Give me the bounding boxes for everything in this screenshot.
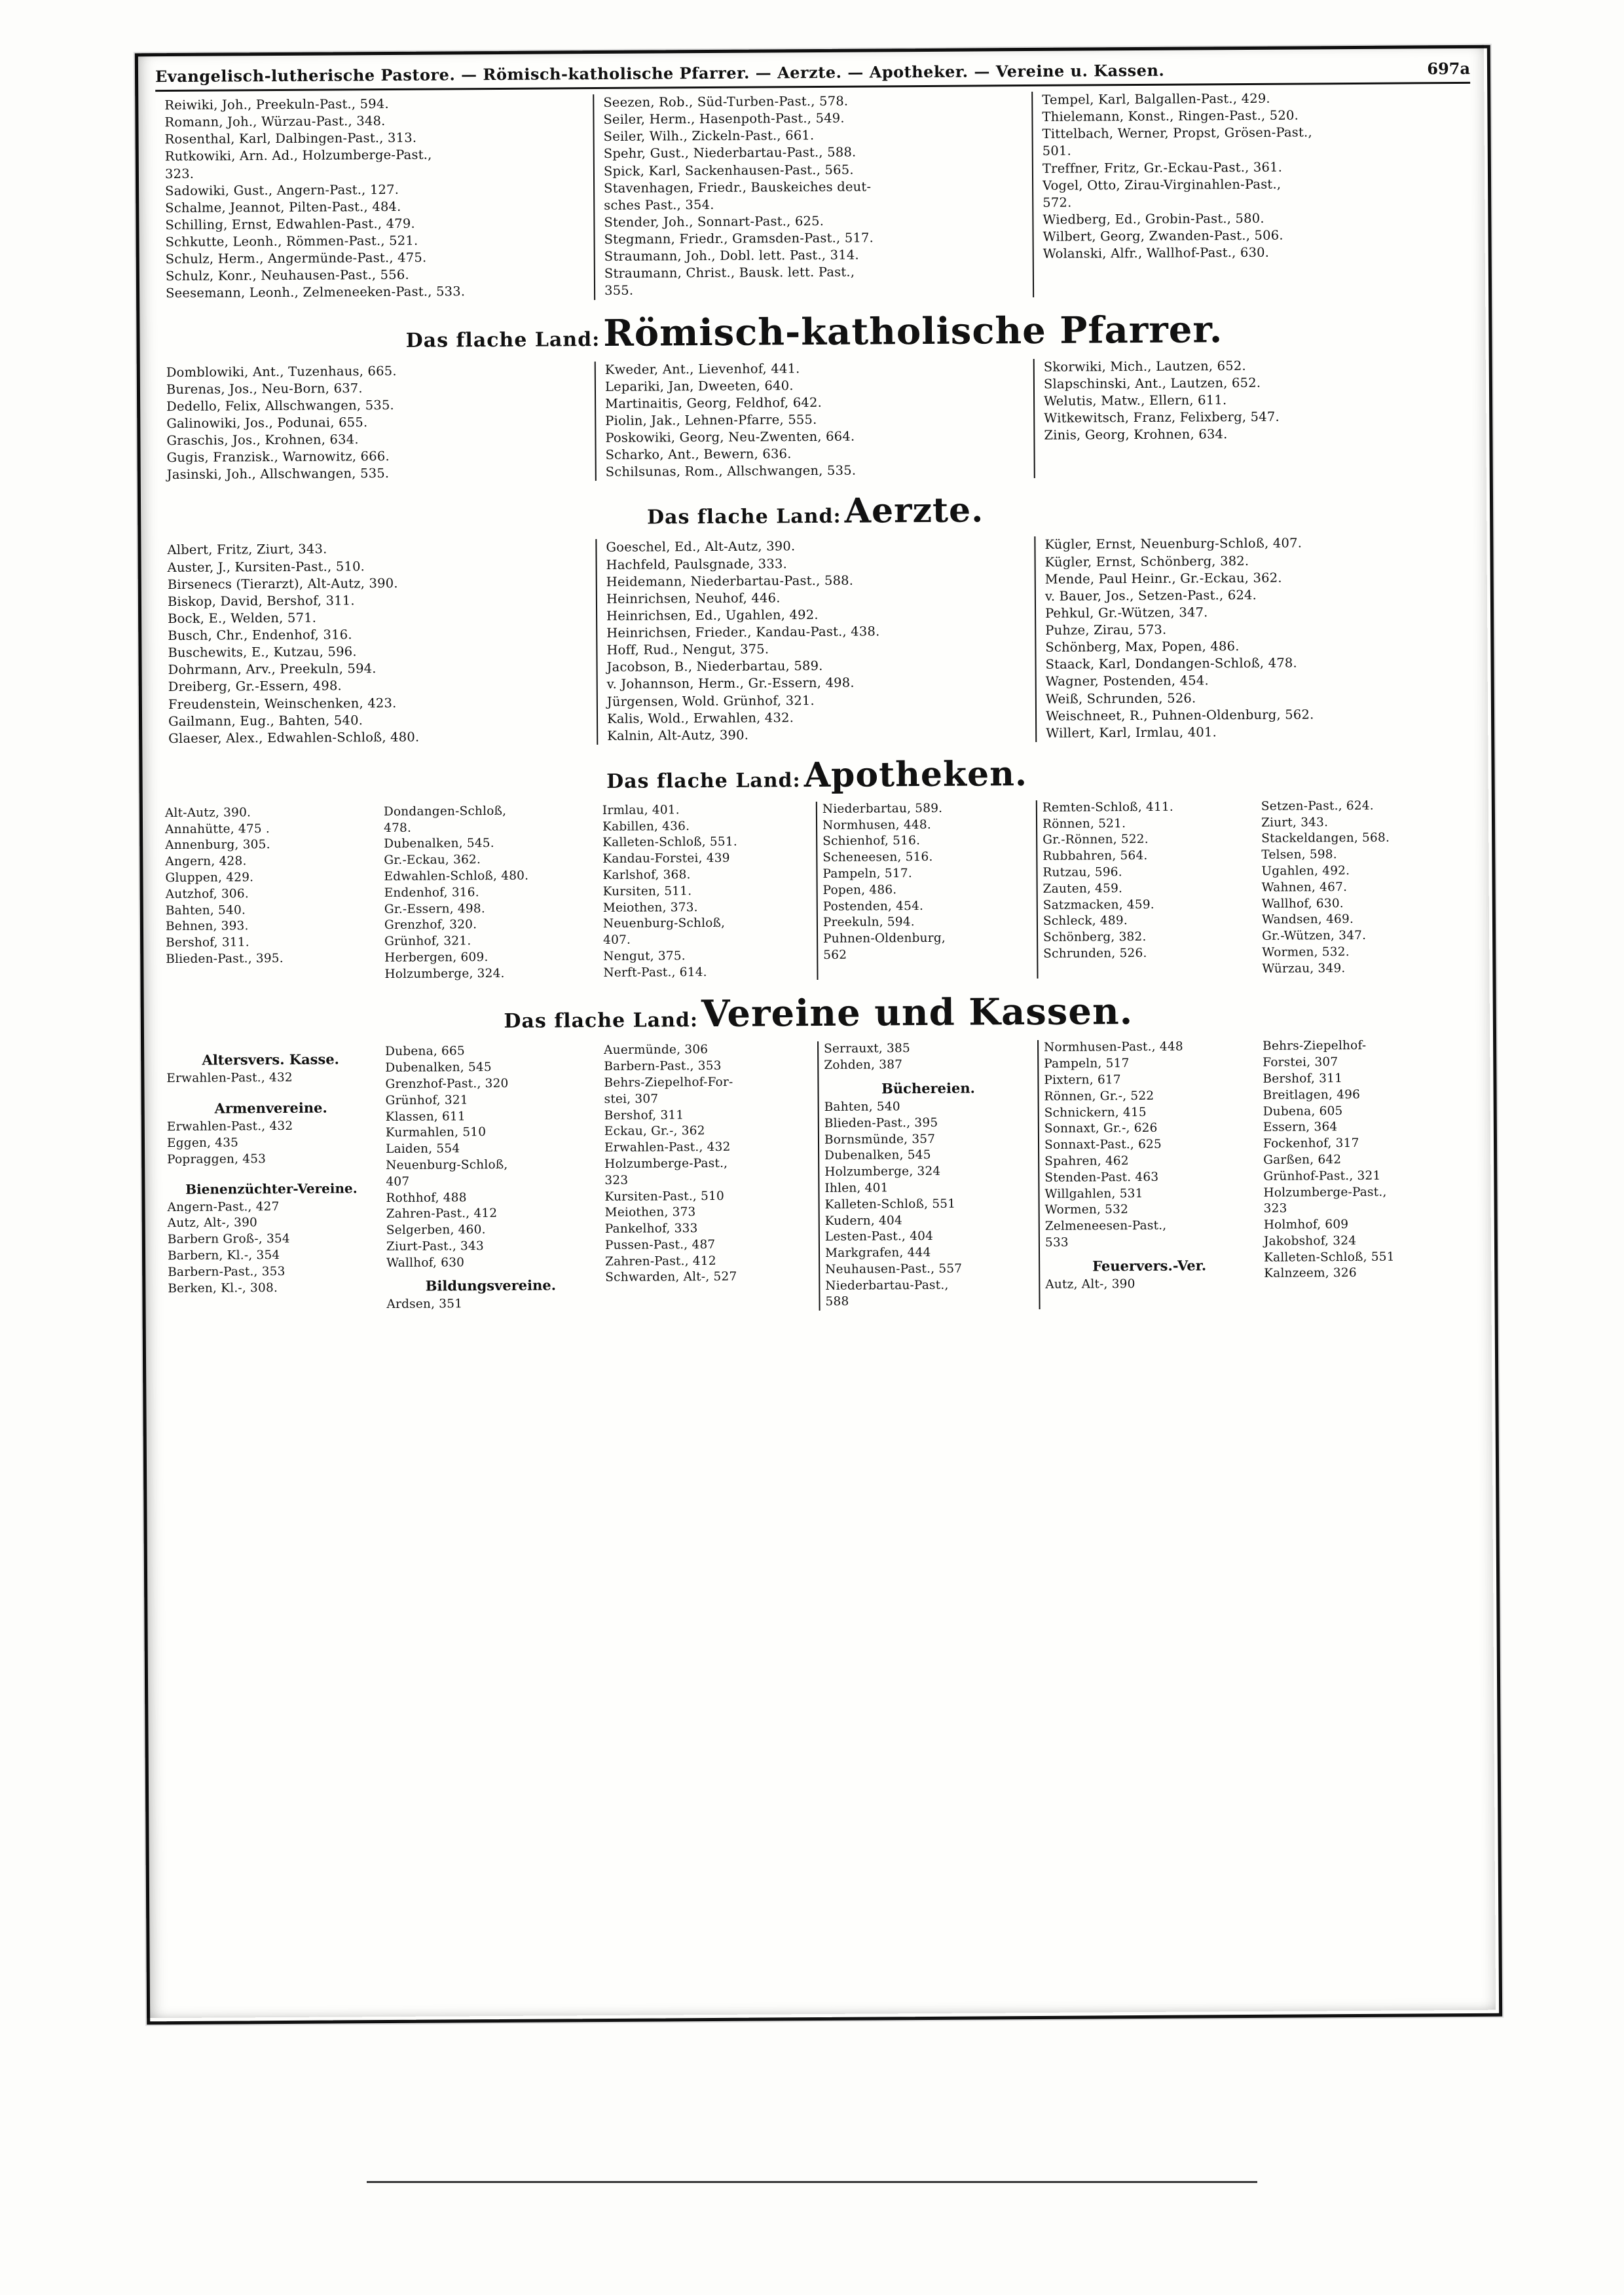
list-item: Grenzhof-Past., 320 (385, 1076, 509, 1092)
list-item: Grünhof, 321 (385, 1093, 468, 1108)
apotheken-column-4 (817, 800, 1039, 980)
list-item: Barbern-Past., 353 (604, 1059, 722, 1074)
group-heading: Büchereien. (881, 1079, 975, 1097)
list-item: Skorwiki, Mich., Lautzen, 652. (1043, 358, 1246, 375)
list-item: Behrs-Ziepelhof-For- (604, 1075, 733, 1091)
section-lead: Das flache Land: (606, 769, 801, 793)
spacer (167, 1167, 375, 1175)
list-item: Wolanski, Alfr., Wallhof-Past., 630. (1043, 244, 1270, 262)
apotheken-column-5 (1037, 799, 1257, 979)
list-item: Zinis, Georg, Krohnen, 634. (1044, 426, 1228, 443)
list-item: Würzau, 349. (1262, 961, 1346, 976)
list-item: Glaeser, Alex., Edwahlen-Schloß, 480. (168, 729, 420, 746)
list-item: Weiß, Schrunden, 526. (1045, 690, 1196, 707)
list-item: Erwahlen-Past., 432 (166, 1119, 293, 1134)
list-item: Wormen, 532. (1262, 944, 1350, 960)
list-item: Kügler, Ernst, Schönberg, 382. (1044, 553, 1249, 570)
list-item: 588 (825, 1295, 849, 1309)
section-heading-katholisch (157, 306, 1471, 357)
list-item: stei, 307 (604, 1092, 659, 1106)
vereine-column-2 (380, 1043, 600, 1314)
list-item: Kalnzeem, 326 (1264, 1266, 1357, 1281)
list-item: Scharko, Ant., Bewern, 636. (605, 446, 792, 463)
list-item: Bershof, 311 (1263, 1072, 1343, 1086)
list-item: Normhusen, 448. (822, 817, 931, 832)
list-item: Annahütte, 475 . (165, 821, 270, 836)
list-item: Willert, Karl, Irmlau, 401. (1046, 724, 1217, 741)
list-item: Blieden-Past., 395 (824, 1115, 938, 1130)
aerzte-column-3 (1035, 534, 1474, 742)
scanned-page (135, 45, 1502, 2025)
list-item: Albert, Fritz, Ziurt, 343. (167, 541, 327, 558)
list-item: Bahten, 540 (824, 1100, 900, 1114)
list-item: Schrunden, 526. (1043, 946, 1147, 961)
katholisch-column-3 (1035, 356, 1473, 478)
list-item: Dedello, Felix, Allschwangen, 535. (166, 397, 394, 414)
list-item: Bershof, 311. (166, 935, 249, 950)
list-item: Thielemann, Konst., Ringen-Past., 520. (1042, 107, 1299, 125)
list-item: Kandau-Forstei, 439 (602, 851, 730, 867)
list-item: Meiothen, 373 (604, 1205, 696, 1220)
list-item: Buschewits, E., Kutzau, 596. (168, 644, 357, 661)
bottom-rule (367, 2181, 1257, 2183)
list-item: Kweder, Ant., Lievenhof, 441. (604, 360, 800, 377)
list-item: v. Johannson, Herm., Gr.-Essern, 498. (606, 675, 855, 692)
list-item: Zahren-Past., 412 (386, 1206, 498, 1222)
list-item: Straumann, Joh., Dobl. lett. Past., 314. (604, 247, 859, 265)
list-item: Laiden, 554 (385, 1142, 460, 1157)
list-item: Pixtern, 617 (1044, 1073, 1121, 1087)
list-item: Dubena, 605 (1263, 1104, 1343, 1119)
pastore-column-3 (1033, 89, 1471, 297)
list-item: Niederbartau, 589. (822, 801, 943, 816)
list-item: Ugahlen, 492. (1261, 864, 1350, 878)
list-item: 355. (604, 283, 634, 299)
group-heading: Armenvereine. (214, 1099, 327, 1117)
list-item: Gr.-Rönnen, 522. (1043, 832, 1149, 848)
pastore-column-1 (155, 94, 595, 303)
list-item: Autz, Alt-, 390 (167, 1216, 258, 1231)
list-item: Tempel, Karl, Balgallen-Past., 429. (1042, 90, 1270, 107)
list-item: Autz, Alt-, 390 (1045, 1277, 1135, 1292)
list-item: Jasinski, Joh., Allschwangen, 535. (166, 466, 390, 483)
list-item: Wilbert, Georg, Zwanden-Past., 506. (1043, 227, 1283, 244)
list-item: Puhnen-Oldenburg, (823, 931, 946, 946)
list-item: Ardsen, 351 (386, 1297, 463, 1312)
list-item: Dubenalken, 545 (824, 1148, 931, 1163)
list-item: Weischneet, R., Puhnen-Oldenburg, 562. (1045, 706, 1314, 724)
list-item: Rosenthal, Karl, Dalbingen-Past., 313. (164, 130, 417, 147)
list-item: Seesemann, Leonh., Zelmeneeken-Past., 533. (165, 284, 466, 301)
apotheken-column-6 (1256, 798, 1476, 978)
list-item: 407. (603, 933, 631, 948)
list-item: Jürgensen, Wold. Grünhof, 321. (606, 692, 815, 709)
list-item: sches Past., 354. (604, 196, 714, 213)
list-item: Rutkowiki, Arn. Ad., Holzumberge-Past., (164, 147, 432, 164)
list-item: Scheneesen, 516. (822, 850, 933, 865)
list-item: Romann, Joh., Würzau-Past., 348. (164, 113, 386, 130)
list-item: Meiothen, 373. (602, 900, 698, 915)
list-item: Mende, Paul Heinr., Gr.-Eckau, 362. (1044, 570, 1282, 587)
list-item: Sadowiki, Gust., Angern-Past., 127. (165, 181, 399, 198)
list-item: Wagner, Postenden, 454. (1045, 673, 1209, 690)
list-item: Tittelbach, Werner, Propst, Grösen-Past., (1042, 124, 1312, 142)
list-item: Gr.-Essern, 498. (384, 901, 485, 916)
aerzte-columns (158, 534, 1474, 747)
list-item: Irmlau, 401. (602, 803, 680, 817)
list-item: Wallhof, 630. (1261, 896, 1344, 911)
group-heading: Bildungsvereine. (425, 1277, 557, 1295)
list-item: Rönnen, 521. (1042, 816, 1126, 831)
list-item: Hoff, Rud., Nengut, 375. (606, 641, 769, 658)
list-item: Berken, Kl.-, 308. (168, 1280, 278, 1296)
list-item: Behnen, 393. (165, 919, 249, 934)
list-item: Dubenalken, 545 (385, 1060, 492, 1075)
list-item: Wormen, 532 (1044, 1203, 1129, 1218)
list-item: Nengut, 375. (603, 949, 686, 963)
katholisch-column-2 (596, 358, 1035, 481)
list-item: Erwahlen-Past., 432 (604, 1140, 731, 1155)
list-item: Spick, Karl, Sackenhausen-Past., 565. (603, 162, 854, 179)
list-item: Puhze, Zirau, 573. (1045, 622, 1167, 638)
list-item: Neuhausen-Past., 557 (825, 1261, 963, 1277)
list-item: Pampeln, 517. (822, 867, 912, 881)
list-item: Bershof, 311 (604, 1108, 684, 1123)
list-item: Popraggen, 453 (167, 1151, 267, 1166)
apotheken-column-1 (160, 804, 380, 984)
list-item: Normhusen-Past., 448 (1044, 1040, 1183, 1055)
list-item: Pankelhof, 333 (604, 1222, 698, 1237)
list-item: Piolin, Jak., Lehnen-Pfarre, 555. (605, 411, 817, 428)
list-item: Heidemann, Niederbartau-Past., 588. (606, 572, 854, 589)
section-lead: Das flache Land: (504, 1009, 699, 1034)
list-item: Dubena, 665 (385, 1044, 465, 1059)
list-item: Grünhof, 321. (384, 934, 471, 949)
list-item: Burenas, Jos., Neu-Born, 637. (166, 380, 363, 397)
list-item: Satzmacken, 459. (1043, 897, 1154, 912)
running-head-title: Evangelisch-lutherische Pastore. — Römisch-katholische Pfarrer. — Aerzte. — Apotheker. — Vereine u. Kassen. (155, 60, 1165, 86)
list-item: Biskop, David, Bershof, 311. (167, 593, 355, 609)
apotheken-columns (160, 798, 1476, 984)
list-item: Forstei, 307 (1263, 1055, 1338, 1070)
list-item: Schulz, Konr., Neuhausen-Past., 556. (165, 267, 409, 284)
list-item: Erwahlen-Past., 432 (166, 1071, 293, 1086)
list-item: Eggen, 435 (166, 1136, 239, 1151)
page-content (138, 48, 1499, 2022)
list-item: Jakobshof, 324 (1263, 1233, 1357, 1248)
list-item: Schalme, Jeannot, Pilten-Past., 484. (165, 198, 401, 215)
list-item: Seiler, Wilh., Zickeln-Past., 661. (603, 128, 815, 145)
list-item: Busch, Chr., Endenhof, 316. (168, 627, 352, 644)
list-item: Wahnen, 467. (1261, 880, 1348, 895)
vereine-column-3 (599, 1041, 821, 1312)
list-item: Zahren-Past., 412 (605, 1254, 716, 1269)
list-item: Martinaitis, Georg, Feldhof, 642. (605, 394, 822, 411)
section-heading-apotheken (159, 751, 1474, 799)
vereine-column-6 (1257, 1037, 1478, 1308)
list-item: Neuenburg-Schloß, (602, 916, 726, 931)
section-heading-vereine (161, 988, 1476, 1039)
list-item: Neuenburg-Schloß, (386, 1157, 508, 1172)
list-item: Garßen, 642 (1263, 1153, 1342, 1167)
vereine-columns (161, 1037, 1477, 1315)
list-item: 562 (823, 948, 847, 962)
list-item: Pehkul, Gr.-Wützen, 347. (1045, 605, 1208, 621)
list-item: Ihlen, 401 (824, 1181, 889, 1195)
list-item: Annenburg, 305. (165, 838, 270, 853)
list-item: Schkutte, Leonh., Römmen-Past., 521. (165, 233, 418, 250)
group-heading: Altersvers. Kasse. (202, 1051, 340, 1069)
section-title: Römisch-katholische Pfarrer. (603, 307, 1223, 355)
list-item: Slapschinski, Ant., Lautzen, 652. (1043, 375, 1261, 392)
list-item: Serrauxt, 385 (824, 1041, 910, 1056)
list-item: Behrs-Ziepelhof- (1263, 1039, 1367, 1054)
list-item: Kalleten-Schloß, 551. (602, 835, 737, 850)
list-item: 533 (1044, 1235, 1069, 1250)
list-item: Bock, E., Welden, 571. (168, 610, 317, 626)
section-title: Apotheken. (803, 753, 1028, 796)
section-lead: Das flache Land: (646, 505, 841, 529)
list-item: 323 (1263, 1201, 1287, 1216)
list-item: Heinrichsen, Ed., Ugahlen, 492. (606, 606, 819, 624)
list-item: Stegmann, Friedr., Gramsden-Past., 517. (604, 230, 874, 247)
list-item: Kudern, 404 (824, 1213, 902, 1228)
list-item: Kabillen, 436. (602, 819, 690, 834)
list-item: Barbern-Past., 353 (168, 1264, 286, 1279)
list-item: Stender, Joh., Sonnart-Past., 625. (604, 213, 824, 230)
apotheken-column-2 (378, 803, 599, 983)
list-item: Zelmeneesen-Past., (1044, 1218, 1167, 1233)
list-item: Wandsen, 469. (1261, 912, 1354, 927)
list-item: Lepariki, Jan, Dweeten, 640. (604, 377, 794, 394)
list-item: Spehr, Gust., Niederbartau-Past., 588. (603, 144, 857, 162)
aerzte-column-1 (158, 539, 598, 747)
list-item: Herbergen, 609. (384, 950, 489, 965)
list-item: Schleck, 489. (1043, 914, 1128, 929)
section-lead: Das flache Land: (405, 327, 600, 352)
list-item: Poskowiki, Georg, Neu-Zwenten, 664. (605, 428, 855, 445)
list-item: Holzumberge, 324. (384, 966, 505, 981)
list-item: Ziurt-Past., 343 (386, 1239, 484, 1254)
list-item: Selgerben, 460. (386, 1223, 486, 1238)
list-item: Stavenhagen, Friedr., Bauskeiches deut- (604, 179, 872, 196)
list-item: Holzumberge, 324 (824, 1165, 941, 1180)
section-heading-aerzte (158, 487, 1473, 535)
list-item: Holzumberge-Past., (1263, 1185, 1387, 1200)
list-item: Kalnin, Alt-Autz, 390. (607, 727, 749, 743)
list-item: 323. (164, 166, 194, 181)
list-item: Witkewitsch, Franz, Felixberg, 547. (1044, 409, 1280, 426)
list-item: 478. (383, 821, 412, 835)
list-item: Holmhof, 609 (1263, 1218, 1349, 1232)
list-item: Markgrafen, 444 (824, 1246, 931, 1261)
list-item: Schienhof, 516. (822, 834, 921, 849)
list-item: Seiler, Herm., Hasenpoth-Past., 549. (603, 110, 845, 128)
group-heading: Bienenzüchter-Vereine. (185, 1180, 358, 1197)
list-item: Schönberg, 382. (1043, 930, 1147, 945)
list-item: Remten-Schloß, 411. (1042, 800, 1174, 815)
running-head (155, 59, 1470, 92)
list-item: Gugis, Franzisk., Warnowitz, 666. (166, 449, 390, 466)
pastore-column-2 (594, 92, 1034, 300)
list-item: Reiwiki, Joh., Preekuln-Past., 594. (164, 96, 389, 113)
list-item: Grenzhof, 320. (384, 918, 477, 933)
list-item: Gr.-Wützen, 347. (1262, 929, 1367, 943)
list-item: Goeschel, Ed., Alt-Autz, 390. (606, 538, 796, 555)
list-item: Klassen, 611 (385, 1109, 466, 1124)
spacer (166, 1086, 375, 1094)
list-item: Straumann, Christ., Bausk. lett. Past., (604, 264, 855, 282)
list-item: Alt-Autz, 390. (164, 806, 251, 820)
list-item: Karlshof, 368. (602, 868, 691, 883)
list-item: Schwarden, Alt-, 527 (605, 1270, 737, 1285)
list-item: Endenhof, 316. (384, 885, 479, 900)
list-item: Schnickern, 415 (1044, 1105, 1147, 1120)
aerzte-column-2 (597, 536, 1037, 745)
list-item: 572. (1043, 195, 1072, 210)
list-item: Preekuln, 594. (822, 915, 915, 930)
list-item: Schilling, Ernst, Edwahlen-Past., 479. (165, 215, 415, 233)
list-item: Stackeldangen, 568. (1261, 831, 1390, 846)
list-item: Kalis, Wold., Erwahlen, 432. (606, 709, 794, 726)
list-item: Wiedberg, Ed., Grobin-Past., 580. (1043, 210, 1264, 227)
list-item: Seezen, Rob., Süd-Turben-Past., 578. (603, 93, 849, 110)
list-item: Bornsmünde, 357 (824, 1132, 936, 1147)
list-item: Pussen-Past., 487 (604, 1237, 716, 1252)
list-item: Dubenalken, 545. (384, 836, 494, 851)
list-item: Gailmann, Eug., Bahten, 540. (168, 712, 363, 729)
list-item: Galinowiki, Jos., Podunai, 655. (166, 415, 368, 431)
list-item: Angern-Past., 427 (167, 1199, 280, 1214)
list-item: 501. (1042, 143, 1072, 159)
list-item: Barbern, Kl.-, 354 (167, 1248, 280, 1263)
vereine-column-4 (819, 1040, 1041, 1311)
list-item: Sonnaxt, Gr.-, 626 (1044, 1121, 1158, 1136)
katholisch-columns (157, 356, 1473, 483)
list-item: Auermünde, 306 (604, 1043, 709, 1058)
list-item: Spahren, 462 (1044, 1154, 1129, 1168)
section-title: Vereine und Kassen. (701, 990, 1134, 1036)
list-item: Gluppen, 429. (165, 870, 254, 886)
list-item: Rubbahren, 564. (1043, 849, 1148, 864)
list-item: Dreiberg, Gr.-Essern, 498. (168, 678, 342, 695)
list-item: Wallhof, 630 (386, 1255, 465, 1270)
list-item: Niederbartau-Past., (825, 1278, 949, 1293)
section-title: Aerzte. (844, 490, 984, 532)
list-item: Rönnen, Gr.-, 522 (1044, 1089, 1154, 1104)
apotheken-column-3 (597, 802, 819, 982)
list-item: Treffner, Fritz, Gr.-Eckau-Past., 361. (1042, 159, 1283, 176)
list-item: Graschis, Jos., Krohnen, 634. (166, 432, 359, 449)
list-item: Breitlagen, 496 (1263, 1087, 1361, 1102)
list-item: Zauten, 459. (1043, 881, 1123, 896)
list-item: Edwahlen-Schloß, 480. (384, 868, 529, 884)
list-item: Fockenhof, 317 (1263, 1136, 1359, 1151)
list-item: Ziurt, 343. (1261, 815, 1329, 830)
list-item: Kursiten, 511. (602, 884, 692, 899)
list-item: Kalleten-Schloß, 551 (1264, 1250, 1395, 1265)
list-item: Birsenecs (Tierarzt), Alt-Autz, 390. (167, 575, 398, 592)
list-item: Bahten, 540. (165, 903, 246, 918)
list-item: Barbern Groß-, 354 (167, 1232, 290, 1247)
list-item: Welutis, Matw., Ellern, 611. (1044, 392, 1227, 409)
list-item: Essern, 364 (1263, 1120, 1338, 1135)
list-item: Gr.-Eckau, 362. (384, 853, 481, 868)
group-heading: Feuervers.-Ver. (1092, 1257, 1207, 1275)
list-item: Freudenstein, Weinschenken, 423. (168, 695, 397, 712)
list-item: Schönberg, Max, Popen, 486. (1045, 639, 1240, 655)
list-item: Jacobson, B., Niederbartau, 589. (606, 658, 823, 675)
list-item: Rutzau, 596. (1043, 865, 1122, 880)
list-item: Nerft-Past., 614. (603, 965, 707, 980)
list-item: Kügler, Ernst, Neuenburg-Schloß, 407. (1044, 535, 1302, 553)
list-item: Autzhof, 306. (165, 887, 249, 901)
list-item: Kalleten-Schloß, 551 (824, 1197, 956, 1212)
list-item: Zohden, 387 (824, 1058, 903, 1073)
list-item: Grünhof-Past., 321 (1263, 1168, 1381, 1184)
list-item: 323 (604, 1173, 629, 1187)
list-item: Schulz, Herm., Angermünde-Past., 475. (165, 250, 427, 267)
list-item: Heinrichsen, Neuhof, 446. (606, 590, 781, 606)
list-item: Pampeln, 517 (1044, 1056, 1130, 1072)
list-item: Setzen-Past., 624. (1261, 798, 1374, 813)
vereine-column-1 (161, 1045, 382, 1315)
list-item: Willgahlen, 531 (1044, 1186, 1143, 1201)
list-item: Auster, J., Kursiten-Past., 510. (167, 558, 365, 575)
list-item: Domblowiki, Ant., Tuzenhaus, 665. (166, 363, 397, 380)
list-item: Staack, Karl, Dondangen-Schloß, 478. (1045, 655, 1297, 673)
list-item: Dohrmann, Arv., Preekuln, 594. (168, 661, 377, 678)
list-item: Vogel, Otto, Zirau-Virginahlen-Past., (1043, 176, 1282, 193)
list-item: Sonnaxt-Past., 625 (1044, 1137, 1162, 1153)
list-item: Telsen, 598. (1261, 848, 1337, 863)
list-item: Lesten-Past., 404 (824, 1229, 934, 1244)
list-item: Schilsunas, Rom., Allschwangen, 535. (605, 462, 857, 480)
list-item: Rothhof, 488 (386, 1190, 467, 1205)
vereine-column-5 (1039, 1039, 1259, 1309)
list-item: v. Bauer, Jos., Setzen-Past., 624. (1044, 587, 1257, 604)
list-item: Heinrichsen, Frieder., Kandau-Past., 438. (606, 624, 880, 641)
list-item: 407 (386, 1174, 410, 1189)
list-item: Holzumberge-Past., (604, 1156, 728, 1171)
list-item: Eckau, Gr.-, 362 (604, 1124, 705, 1139)
list-item: Stenden-Past. 463 (1044, 1170, 1159, 1185)
page-number: 697a (1427, 58, 1471, 79)
list-item: Hachfeld, Paulsgnade, 333. (606, 555, 788, 572)
list-item: Dondangen-Schloß, (383, 804, 507, 819)
list-item: Popen, 486. (822, 883, 897, 897)
list-item: Postenden, 454. (822, 899, 924, 914)
list-item: Kurmahlen, 510 (385, 1125, 487, 1140)
list-item: Kursiten-Past., 510 (604, 1189, 725, 1204)
pastore-columns (155, 89, 1471, 303)
list-item: Blieden-Past., 395. (166, 951, 284, 966)
katholisch-column-1 (157, 362, 597, 484)
list-item: Angern, 428. (165, 854, 247, 869)
